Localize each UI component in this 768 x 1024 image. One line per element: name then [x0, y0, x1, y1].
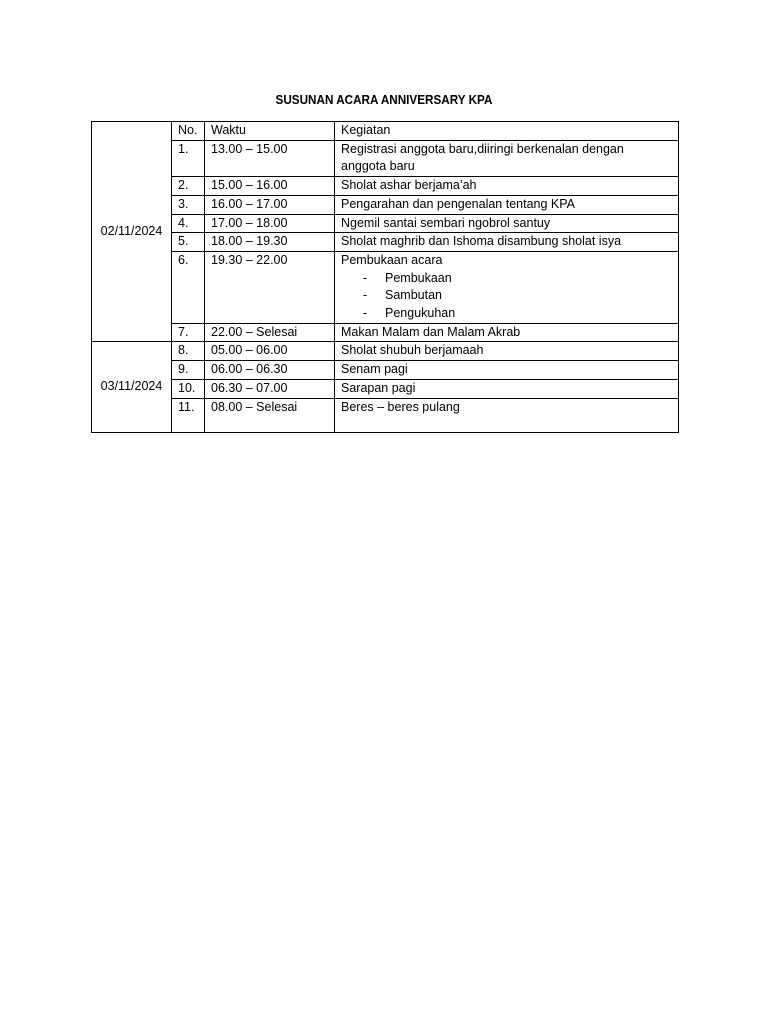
header-activity: Kegiatan [335, 122, 679, 141]
row-activity: Ngemil santai sembari ngobrol santuy [335, 214, 679, 233]
row-activity: Pengarahan dan pengenalan tentang KPA [335, 195, 679, 214]
row-time: 06.00 – 06.30 [205, 361, 335, 380]
table-row [92, 323, 679, 342]
table-row [92, 379, 679, 398]
row-activity: Sarapan pagi [335, 379, 679, 398]
table-row [92, 233, 679, 252]
row-time: 16.00 – 17.00 [205, 195, 335, 214]
date-cell: 03/11/2024 [92, 342, 172, 432]
table-row [92, 342, 679, 361]
row-no: 2. [172, 177, 205, 196]
activity-sub-list [341, 270, 672, 323]
row-time: 05.00 – 06.00 [205, 342, 335, 361]
list-item [341, 305, 672, 323]
table-row [92, 195, 679, 214]
row-time: 13.00 – 15.00 [205, 140, 335, 176]
row-activity: Sholat ashar berjama’ah [335, 177, 679, 196]
activity-heading: Pembukaan acara [341, 252, 443, 267]
table-row [92, 251, 679, 323]
dash-bullet: - [363, 270, 368, 285]
row-activity: Senam pagi [335, 361, 679, 380]
list-item [341, 287, 672, 305]
row-no: 9. [172, 361, 205, 380]
row-no: 8. [172, 342, 205, 361]
row-time: 19.30 – 22.00 [205, 251, 335, 323]
row-activity: Sholat shubuh berjamaah [335, 342, 679, 361]
table-row [92, 140, 679, 176]
row-no: 11. [172, 398, 205, 432]
document-title: SUSUNAN ACARA ANNIVERSARY KPA [275, 92, 493, 107]
row-time: 22.00 – Selesai [205, 323, 335, 342]
row-time: 18.00 – 19.30 [205, 233, 335, 252]
header-no: No. [172, 122, 205, 141]
row-no: 5. [172, 233, 205, 252]
row-activity: Makan Malam dan Malam Akrab [335, 323, 679, 342]
row-no: 4. [172, 214, 205, 233]
table-header-row [92, 122, 679, 141]
schedule-table [91, 121, 679, 433]
row-time: 06.30 – 07.00 [205, 379, 335, 398]
list-item-label: Pembukaan [385, 270, 452, 285]
dash-bullet: - [363, 288, 368, 303]
dash-bullet: - [363, 306, 368, 321]
table-row [92, 177, 679, 196]
table-row [92, 214, 679, 233]
row-no: 6. [172, 251, 205, 323]
list-item-label: Sambutan [385, 288, 442, 303]
row-activity [335, 251, 679, 323]
list-item-label: Pengukuhan [385, 306, 456, 321]
row-time: 15.00 – 16.00 [205, 177, 335, 196]
table-row [92, 361, 679, 380]
row-no: 7. [172, 323, 205, 342]
date-cell: 02/11/2024 [92, 122, 172, 342]
row-activity: Sholat maghrib dan Ishoma disambung sholat isya [335, 233, 679, 252]
row-time: 08.00 – Selesai [205, 398, 335, 432]
row-no: 3. [172, 195, 205, 214]
row-time: 17.00 – 18.00 [205, 214, 335, 233]
row-no: 1. [172, 140, 205, 176]
header-time: Waktu [205, 122, 335, 141]
table-row [92, 398, 679, 432]
list-item [341, 270, 672, 288]
row-no: 10. [172, 379, 205, 398]
row-activity: Registrasi anggota baru,diiringi berkenalan dengan anggota baru [335, 140, 679, 176]
row-activity: Beres – beres pulang [335, 398, 679, 432]
